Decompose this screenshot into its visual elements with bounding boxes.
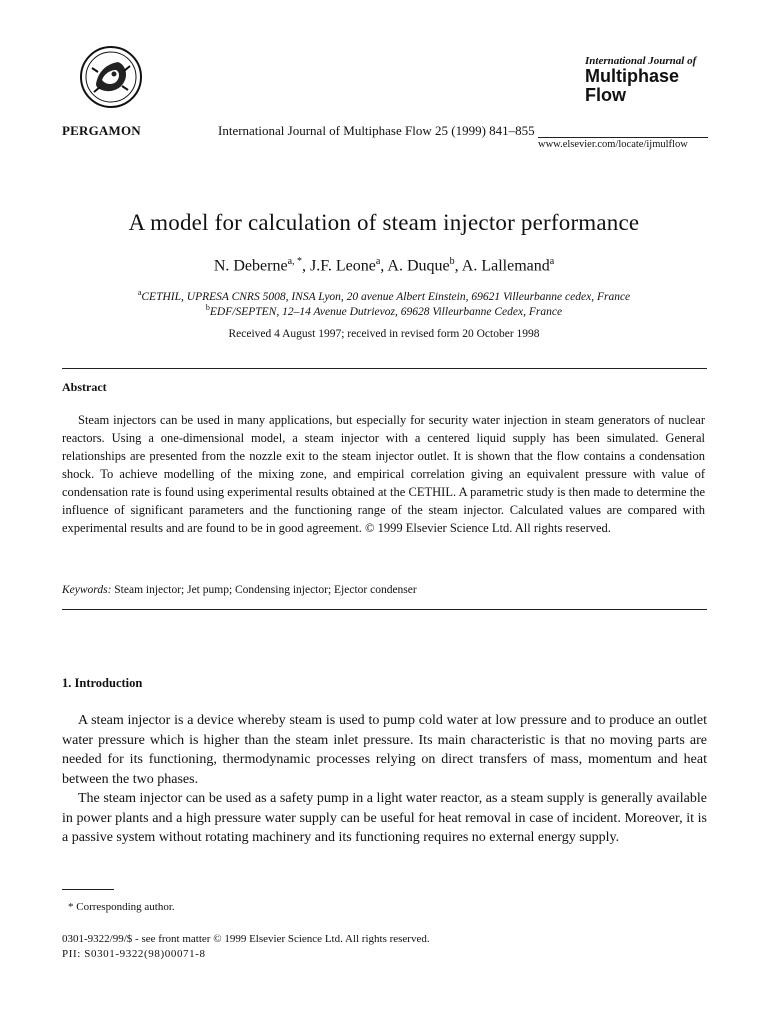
journal-logo-line1: Multiphase [585, 66, 680, 86]
journal-logo-line2: Flow [585, 84, 626, 105]
affiliation-mark: a [137, 288, 142, 297]
journal-logo [585, 56, 715, 105]
publisher-name: PERGAMON [62, 123, 141, 138]
abstract-text: Steam injectors can be used in many applications, but especially for security water injection in steam generators of nuclear reactors. Using a one-dimensional model, a steam injector with a centered liquid supply has been simulated. General relationships are presented from the nozzle exit to the steam injector outlet. It is shown that the flow contains a condensation shock. To achieve modelling of the mixing zone, and empirical correlation giving an equivalent pressure with value of condensation rate is found using experimental results obtained at the CETHIL. A parametric study is then made to determine the influence of significant parameters and the functioning range of the steam injector. Calculated values are compared with experimental results and are found to be in good agreement. © 1999 Elsevier Science Ltd. All rights reserved. [62, 413, 705, 535]
pergamon-logo-icon [78, 44, 144, 110]
keywords-list: Steam injector; Jet pump; Condensing injector; Ejector condenser [114, 584, 417, 596]
author-affiliation-mark: a, * [287, 256, 303, 267]
affiliation-text: CETHIL, UPRESA CNRS 5008, INSA Lyon, 20 avenue Albert Einstein, 69621 Villeurbanne cedex, France [141, 290, 631, 303]
author-affiliation-mark: a [375, 256, 381, 267]
author-name[interactable]: J.F. Leone [310, 257, 376, 275]
author-separator: , [302, 257, 311, 275]
paragraph: A steam injector is a device whereby steam is used to pump cold water at low pressure and to produce an outlet water pressure which is higher than the steam inlet pressure. Its main characteristic is that no moving parts are needed for its functioning, thermodynamic processes relying on direct transfers of mass, momentum and heat between the two phases. [62, 713, 707, 787]
paragraph: The steam injector can be used as a safety pump in a light water reactor, as a steam supply is generally available in power plants and a high pressure water supply can be useful for heat removal in case of incident. Moreover, it is a passive system without rotating machinery and its functioning requires no external energy supply. [62, 791, 707, 845]
author-name[interactable]: A. Lallemand [461, 257, 550, 275]
affiliation-b [0, 303, 768, 318]
affiliation-mark: b [205, 303, 210, 312]
affiliation-text: EDF/SEPTEN, 12–14 Avenue Dutrievoz, 69628 Villeurbanne Cedex, France [209, 305, 563, 318]
copyright-line: 0301-9322/99/$ - see front matter © 1999 Elsevier Science Ltd. All rights reserved. [62, 933, 430, 945]
section-heading-introduction: 1. Introduction [62, 676, 143, 690]
author-name[interactable]: N. Deberne [213, 257, 288, 275]
keywords [62, 584, 417, 596]
author-separator: , [454, 257, 462, 275]
pii-line: PII: S0301-9322(98)00071-8 [62, 948, 206, 960]
abstract-top-rule [62, 368, 707, 369]
article-title: A model for calculation of steam injector performance [128, 210, 640, 235]
author-affiliation-mark: b [449, 256, 455, 267]
journal-citation: International Journal of Multiphase Flow 25 (1999) 841–855 [218, 123, 535, 138]
author-name[interactable]: A. Duque [387, 257, 450, 275]
journal-url[interactable]: www.elsevier.com/locate/ijmulflow [538, 139, 688, 150]
footnote-rule [62, 889, 114, 890]
author-affiliation-mark: a [549, 256, 555, 267]
header-rule [538, 137, 708, 138]
received-dates: Received 4 August 1997; received in revised form 20 October 1998 [228, 328, 540, 340]
abstract-heading: Abstract [62, 380, 107, 394]
author-separator: , [380, 257, 388, 275]
journal-logo-top: International Journal of [585, 55, 697, 67]
keywords-label: Keywords: [62, 584, 112, 596]
affiliation-a [0, 288, 768, 303]
author-list [0, 256, 768, 275]
footnote-corresponding-author: * Corresponding author. [68, 901, 175, 913]
abstract-bottom-rule [62, 609, 707, 610]
